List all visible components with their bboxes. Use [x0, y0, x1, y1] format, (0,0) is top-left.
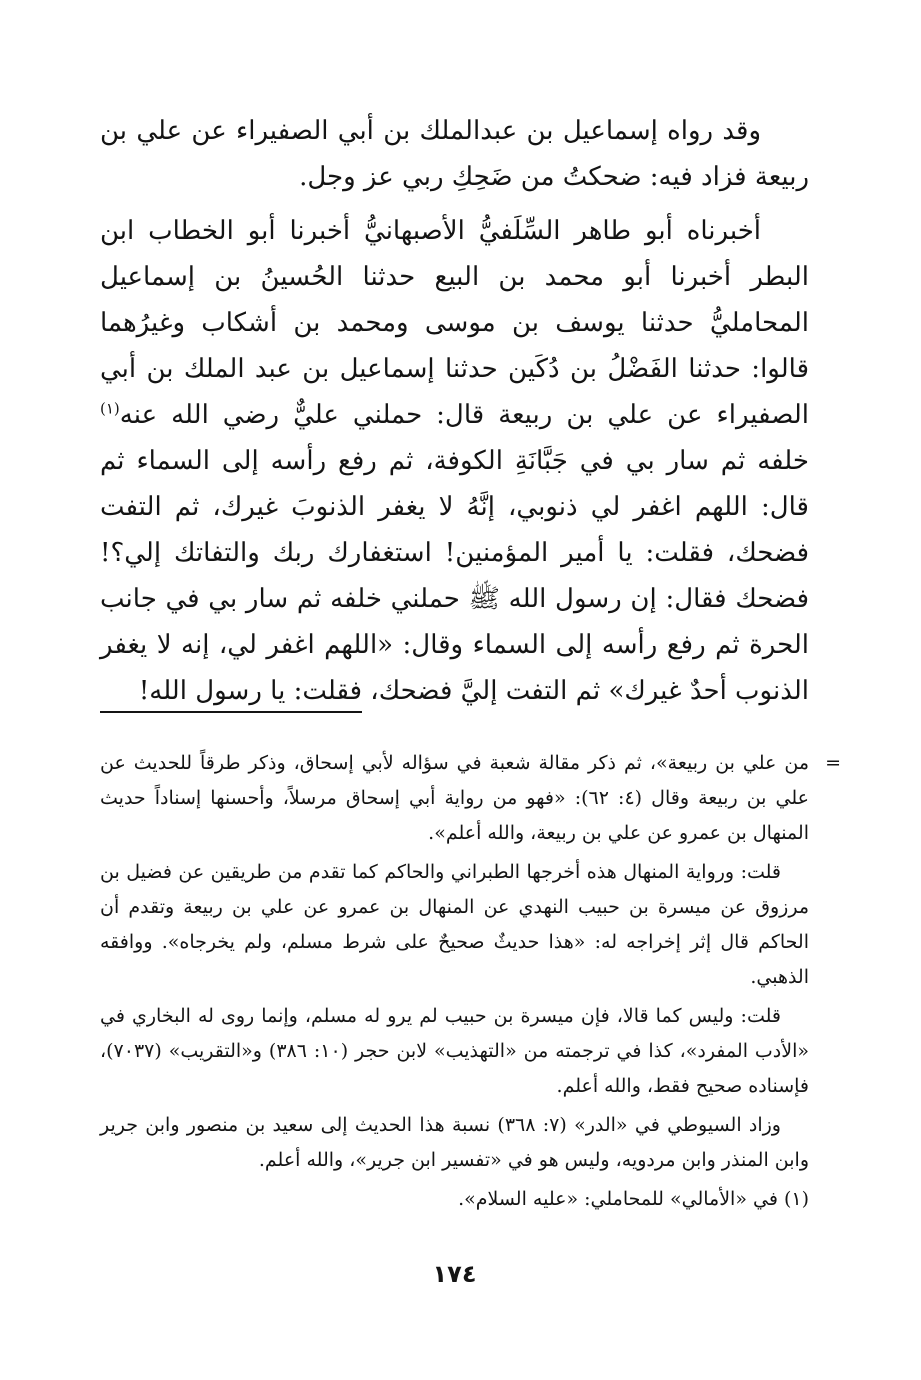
page-number: ١٧٤: [432, 1260, 477, 1288]
footnote-comment-tabarani: قلت: ورواية المنهال هذه أخرجها الطبراني والحاكم كما تقدم من طريقين عن فضيل بن مرزوق عن ميسرة بن حبيب النهدي عن المنهال بن عمرو عن علي بن ربيعة وتقدم أن الحاكم قال إثر إخراجه له: «هذا حديثٌ صحيحٌ على شرط مسلم، ولم يخرجاه». ووافقه الذهبي.: [100, 861, 809, 988]
footnote-continuation-mark: =: [825, 752, 841, 774]
paragraph-isnad-and-hadith: [100, 208, 809, 714]
footnotes-section: [100, 746, 841, 1221]
paragraph-text-end: خلفه ثم سار بي في جَبَّانَةِ الكوفة، ثم رفع رأسه إلى السماء ثم قال: اللهم اغفر لي ذنوبي، إنَّهُ لا يغفر الذنوبَ غيرك، ثم التفت فضحك، فقلت: يا أمير المؤمنين! استغفارك ربك والتفاتك إلي؟! فضحك فقال: إن رسول الله ﷺ حملني خلفه ثم سار بي في جانب الحرة ثم رفع رأسه إلى السماء وقال: «اللهم اغفر لي، إنه لا يغفر الذنوب أحدٌ غيرك» ثم التفت إليَّ فضحك، فقلت: يا رسول الله!: [100, 446, 809, 706]
main-text: [100, 108, 809, 714]
footnote-continued: من علي بن ربيعة»، ثم ذكر مقالة شعبة في سؤاله لأبي إسحاق، وذكر طرقاً للحديث عن علي بن ربيعة وقال (٤: ٦٢): «فهو من رواية أبي إسحاق مرسلاً، وأحسنها إسناداً حديث المنهال بن عمرو عن علي بن ربيعة، والله أعلم».: [100, 752, 809, 844]
footnote-1: (١) في «الأمالي» للمحاملي: «عليه السلام».: [458, 1188, 809, 1210]
book-page: [100, 108, 841, 1380]
footnote-separator: [100, 711, 362, 713]
footnote-comment-suyuti: وزاد السيوطي في «الدر» (٧: ٣٦٨) نسبة هذا الحديث إلى سعيد بن منصور وابن جرير وابن المنذر وابن مردويه، وليس هو في «تفسير ابن جرير»، والله أعلم.: [100, 1114, 809, 1171]
footnote-comment-maysara: قلت: وليس كما قالا، فإن ميسرة بن حبيب لم يرو له مسلم، وإنما روى له البخاري في «الأدب المفرد»، كذا في ترجمته من «التهذيب» لابن حجر (١٠: ٣٨٦) و«التقريب» (٧٠٣٧)، فإسناده صحيح فقط، والله أعلم.: [100, 1005, 809, 1097]
paragraph-narration: وقد رواه إسماعيل بن عبدالملك بن أبي الصفيراء عن علي بن ربيعة فزاد فيه: ضحكتُ من ضَحِكِ ربي عز وجل.: [100, 116, 809, 192]
paragraph-text-start: أخبرناه أبو طاهر السِّلَفيُّ الأصبهانيُّ أخبرنا أبو الخطاب ابن البطر أخبرنا أبو محمد بن البيع حدثنا الحُسينُ بن إسماعيل المحامليُّ حدثنا يوسف بن موسى ومحمد بن أشكاب وغيرُهما قالوا: حدثنا الفَضْلُ بن دُكَين حدثنا إسماعيل بن عبد الملك بن أبي الصفيراء عن علي بن ربيعة قال: حملني عليٌّ رضي الله عنه: [100, 216, 809, 430]
footnote-reference: (١): [100, 399, 120, 418]
